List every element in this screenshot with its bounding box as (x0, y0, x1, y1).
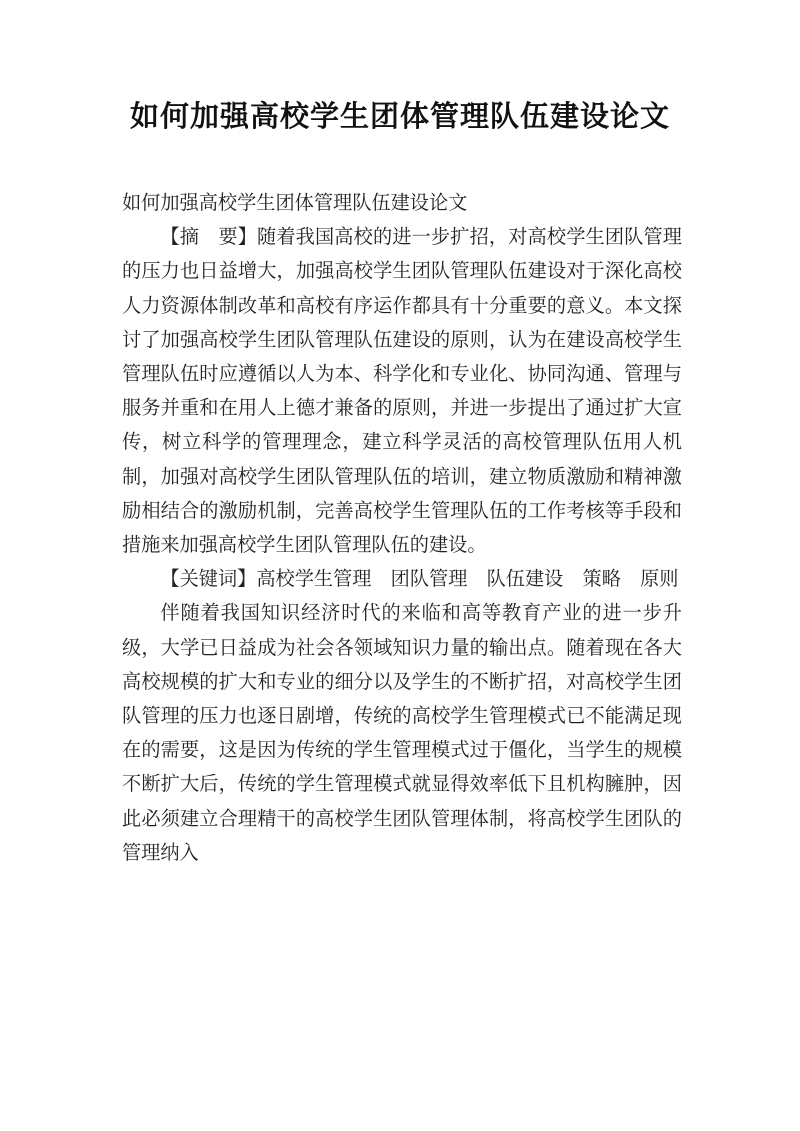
keywords-paragraph: 【关键词】高校学生管理 团队管理 队伍建设 策略 原则 (160, 567, 679, 591)
body-paragraph: 伴随着我国知识经济时代的来临和高等教育产业的进一步升级，大学已日益成为社会各领域知识力量的输出点。随着现在各大高校规模的扩大和专业的细分以及学生的不断扩招，对高校学生团队管理的压力也逐日剧增，传统的高校学生管理模式已不能满足现在的需要，这是因为传统的学生管理模式过于僵化，当学生的规模不断扩大后，传统的学生管理模式就显得效率低下且机构臃肿，因此必须建立合理精干的高校学生团队管理体制，将高校学生团队的管理纳入 (122, 601, 682, 864)
abstract-paragraph: 【摘 要】随着我国高校的进一步扩招，对高校学生团队管理的压力也日益增大，加强高校学生团队管理队伍建设对于深化高校人力资源体制改革和高校有序运作都具有十分重要的意义。本文探讨了加强高校学生团队管理队伍建设的原则，认为在建设高校学生管理队伍时应遵循以人为本、科学化和专业化、协同沟通、管理与服务并重和在用人上德才兼备的原则，并进一步提出了通过扩大宣传，树立科学的管理理念，建立科学灵活的高校管理队伍用人机制，加强对高校学生团队管理队伍的培训，建立物质激励和精神激励相结合的激励机制，完善高校学生管理队伍的工作考核等手段和措施来加强高校学生团队管理队伍的建设。 (122, 225, 682, 557)
document-body (122, 186, 682, 870)
document-title: 如何加强高校学生团体管理队伍建设论文 (129, 99, 670, 133)
document-subtitle: 如何加强高校学生团体管理队伍建设论文 (122, 191, 468, 214)
